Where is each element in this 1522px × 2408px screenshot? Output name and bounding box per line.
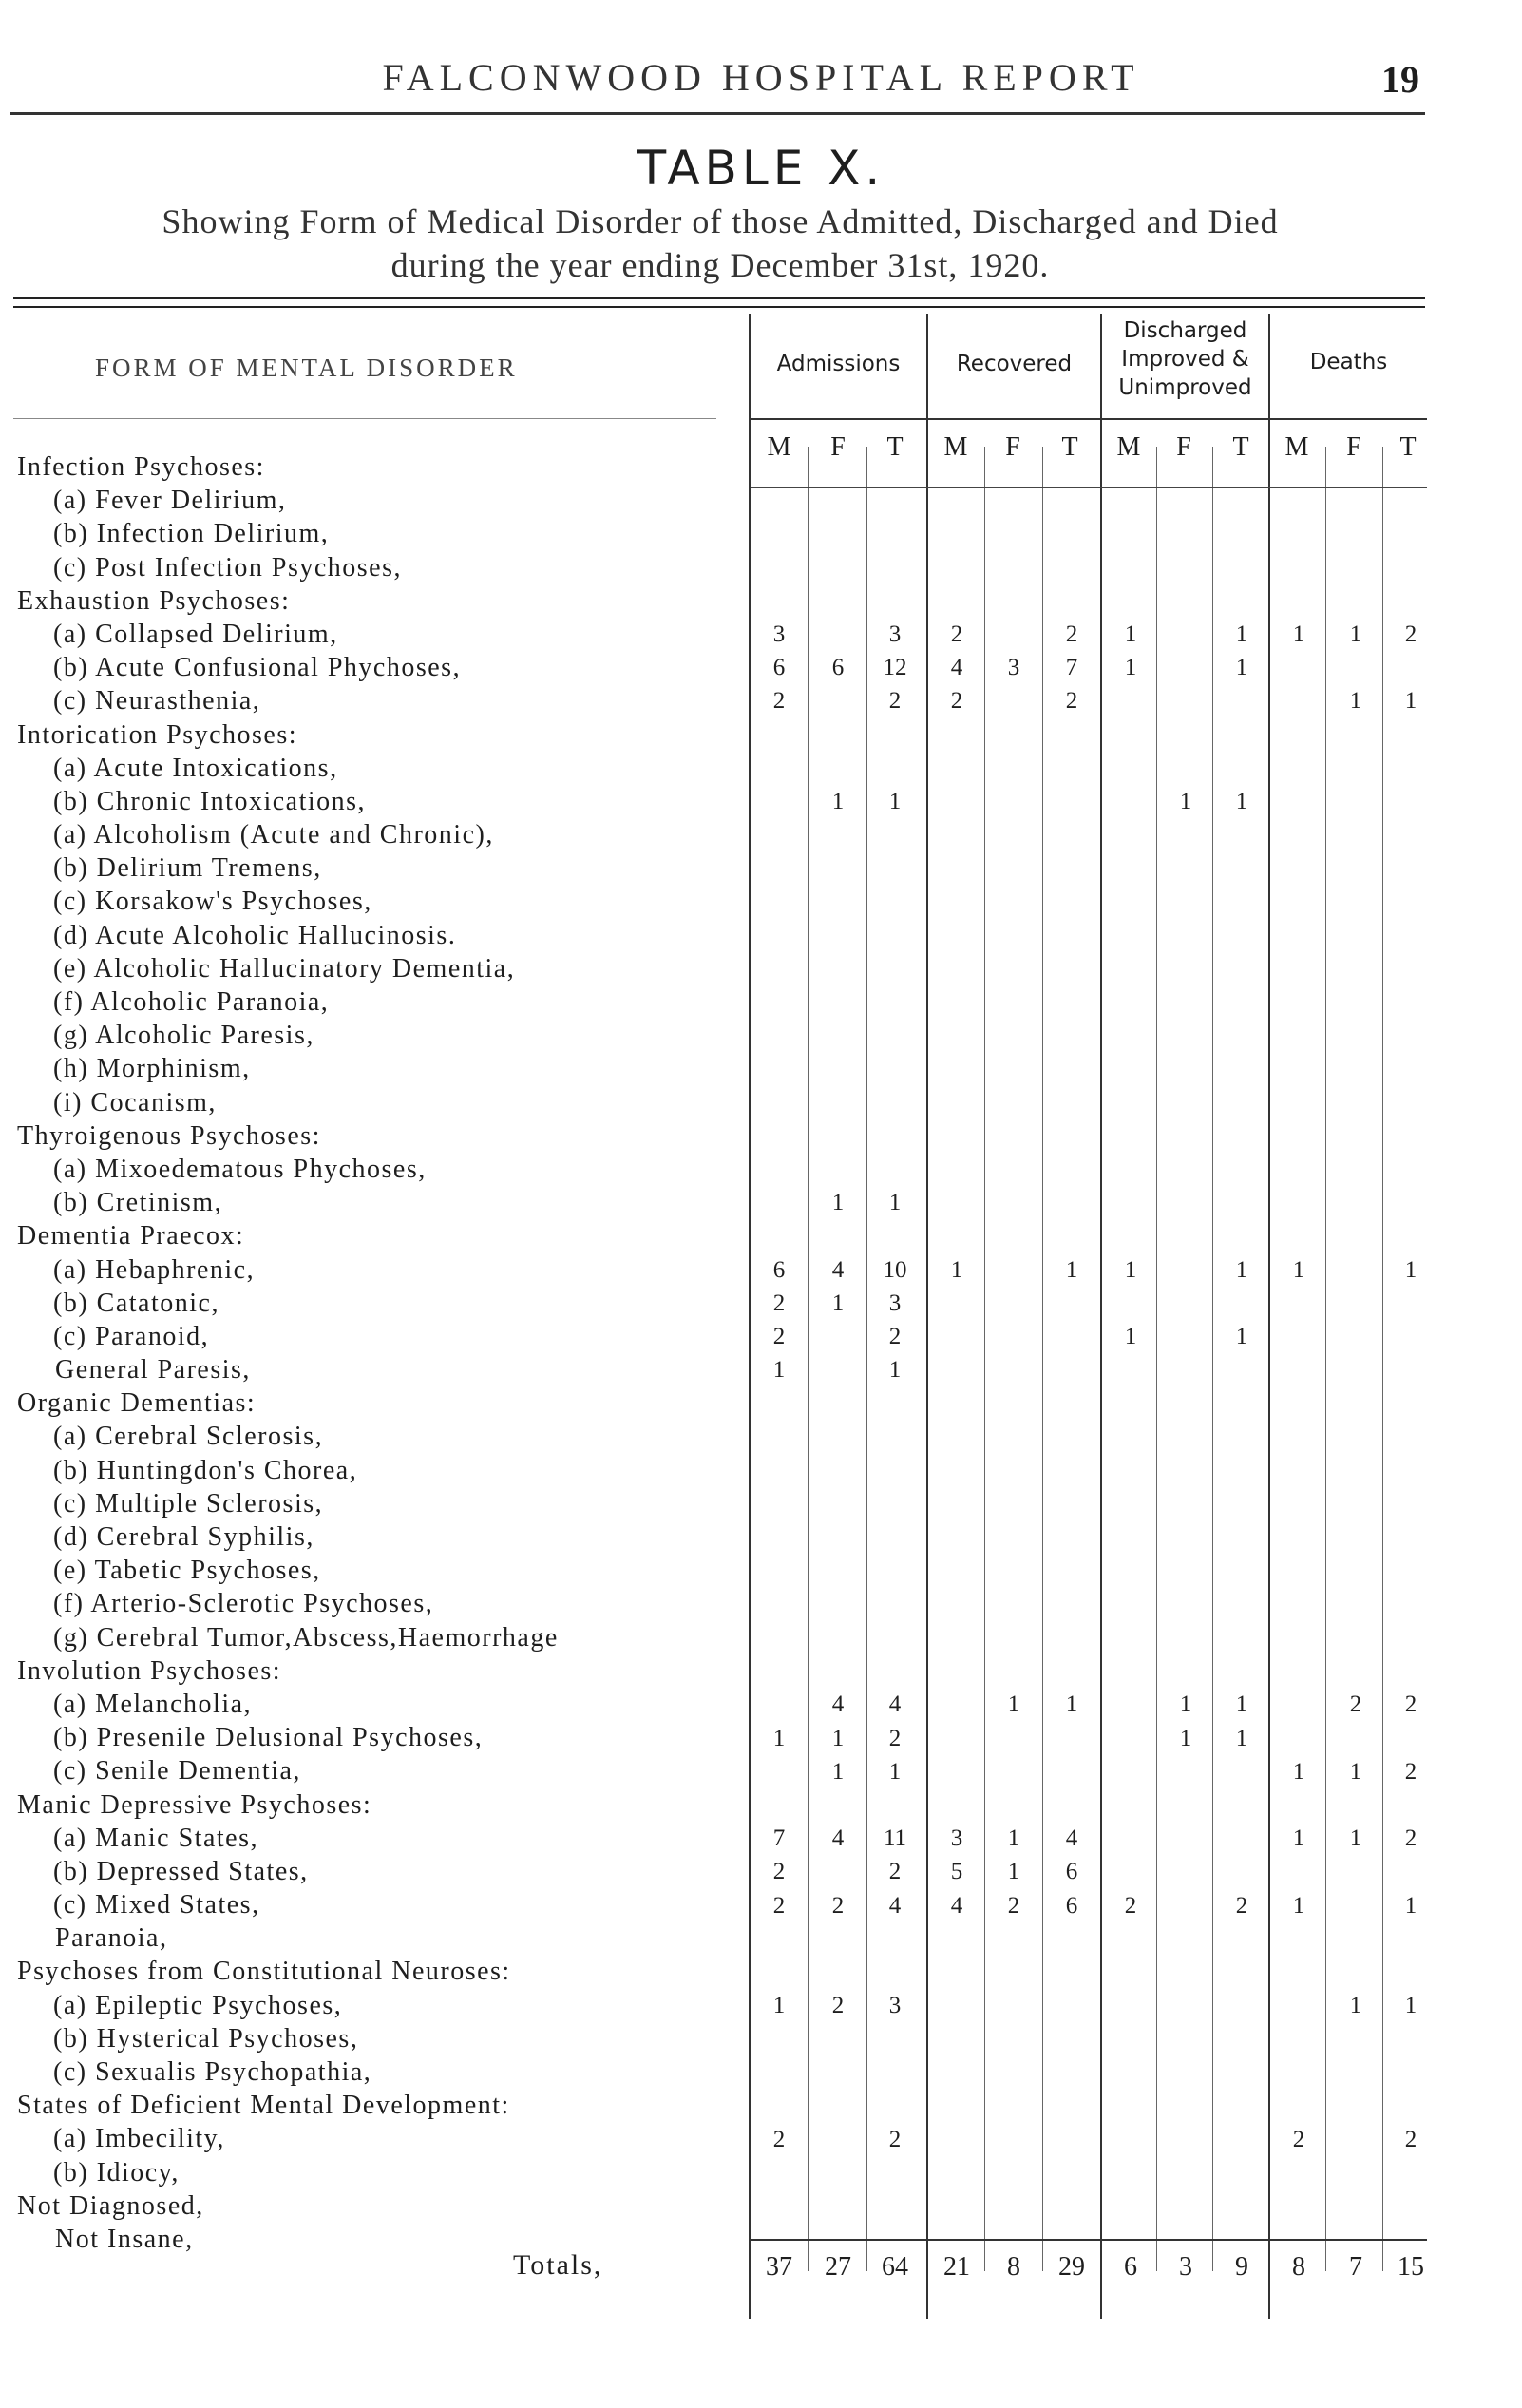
table-cell: 1 — [950, 1256, 963, 1283]
disorder-row-label: (c) Sexualis Psychopathia, — [53, 2057, 372, 2087]
header-rule — [10, 112, 1425, 115]
disorder-row-label: (a) Melancholia, — [53, 1689, 253, 1719]
disorder-row-label: (b) Presenile Delusional Psychoses, — [53, 1723, 484, 1753]
form-of-disorder-heading: FORM OF MENTAL DISORDER — [95, 354, 518, 382]
table-cell: 2 — [1065, 688, 1078, 715]
disorder-row-label: (e) Tabetic Psychoses, — [53, 1556, 321, 1586]
table-cell: 2 — [1065, 621, 1078, 647]
form-header-rule — [13, 418, 716, 419]
disorder-row-label: (i) Cocanism, — [53, 1087, 217, 1118]
table-cell: 1 — [1124, 621, 1137, 647]
table-cell: 2 — [772, 1859, 786, 1885]
disorder-row-label: (g) Cerebral Tumor,Abscess,Haemorrhage — [53, 1622, 559, 1653]
table-cell: 1 — [1404, 688, 1417, 715]
recovered-f-heading: F — [1005, 432, 1020, 462]
table-cell: 1 — [888, 1357, 902, 1384]
table-cell: 2 — [772, 2127, 786, 2152]
disorder-row-label: (a) Hebaphrenic, — [53, 1254, 256, 1285]
totals-label: Totals, — [513, 2249, 603, 2281]
disorder-row-label: (a) Mixoedematous Phychoses, — [53, 1154, 427, 1184]
running-title: FALCONWOOD HOSPITAL REPORT — [382, 56, 1140, 99]
table-cell: 1 — [1065, 1256, 1078, 1283]
group-header-rule — [751, 418, 926, 420]
disorder-row-label: Involution Psychoses: — [17, 1655, 282, 1686]
disorder-row-label: (d) Cerebral Syphilis, — [53, 1522, 314, 1552]
recovered-t-heading: T — [1061, 432, 1078, 462]
table-cell: 1 — [1007, 1859, 1020, 1885]
table-cell: 2 — [1007, 1892, 1020, 1919]
table-cell: 1 — [1349, 688, 1362, 715]
table-cell: 1 — [831, 1190, 845, 1216]
disorder-row-label: (a) Fever Delirium, — [53, 486, 287, 516]
table-cell: 1 — [1349, 1758, 1362, 1785]
table-cell: 4 — [888, 1691, 902, 1718]
table-cell: 1 — [1124, 655, 1137, 681]
table-cell: 6 — [1065, 1892, 1078, 1919]
table-cell: 1 — [1292, 1758, 1305, 1785]
table-title: TABLE X. — [637, 141, 885, 196]
table-cell: 5 — [950, 1859, 963, 1885]
table-cell: 1 — [831, 1725, 845, 1751]
table-cell: 1 — [1235, 1691, 1248, 1718]
discharged-heading-line-3: Unimproved — [1118, 375, 1252, 400]
disorder-row-label: Intorication Psychoses: — [17, 719, 298, 750]
total-cell: 9 — [1235, 2252, 1248, 2282]
table-cell: 1 — [888, 789, 902, 814]
table-cell: 1 — [1292, 621, 1305, 647]
disorder-row-label: (h) Morphinism, — [53, 1054, 251, 1084]
disorder-row-label: States of Deficient Mental Development: — [17, 2091, 510, 2121]
disorder-row-label: (b) Catatonic, — [53, 1288, 219, 1318]
disorder-row-label: (b) Hysterical Psychoses, — [53, 2023, 359, 2054]
total-cell: 64 — [882, 2252, 908, 2282]
disorder-row-label: (c) Korsakow's Psychoses, — [53, 887, 372, 917]
disorder-row-label: (g) Alcoholic Paresis, — [53, 1021, 314, 1051]
deaths-f-heading: F — [1346, 432, 1361, 462]
table-cell: 1 — [772, 1725, 786, 1751]
table-cell: 1 — [772, 1357, 786, 1384]
subcolumn-divider — [984, 447, 985, 2271]
table-cell: 1 — [1292, 1892, 1305, 1919]
disorder-row-label: General Paresis, — [55, 1355, 251, 1386]
table-cell: 6 — [1065, 1859, 1078, 1885]
table-cell: 3 — [772, 621, 786, 647]
disorder-row-label: (c) Mixed States, — [53, 1890, 260, 1921]
table-cell: 2 — [831, 1993, 845, 2019]
disorder-row-label: (b) Cretinism, — [53, 1188, 223, 1218]
subcolumn-divider — [808, 447, 809, 2271]
table-cell: 1 — [831, 1758, 845, 1785]
table-cell: 2 — [950, 621, 963, 647]
disorder-row-label: Paranoia, — [55, 1923, 168, 1954]
table-cell: 2 — [1404, 621, 1417, 647]
table-cell: 2 — [1349, 1691, 1362, 1718]
disorder-row-label: Infection Psychoses: — [17, 452, 265, 482]
table-cell: 2 — [772, 1290, 786, 1316]
disorder-row-label: Thyroigenous Psychoses: — [17, 1120, 321, 1151]
disorder-row-label: (c) Neurasthenia, — [53, 686, 261, 717]
total-cell: 27 — [825, 2252, 851, 2282]
subcolumn-divider — [1042, 447, 1043, 2271]
disorder-row-label: (a) Acute Intoxications, — [53, 753, 338, 783]
subheader-rule — [751, 487, 1427, 488]
deaths-heading: Deaths — [1309, 350, 1388, 374]
disorder-row-label: (b) Huntingdon's Chorea, — [53, 1455, 358, 1485]
disorder-row-label: (b) Delirium Tremens, — [53, 853, 322, 884]
table-cell: 2 — [888, 688, 902, 715]
table-cell: 12 — [883, 655, 907, 681]
disorder-row-label: (b) Chronic Intoxications, — [53, 786, 367, 816]
table-cell: 1 — [1179, 1691, 1192, 1718]
disorder-row-label: (a) Epileptic Psychoses, — [53, 1990, 343, 2020]
discharged-heading — [1102, 316, 1268, 402]
table-cell: 3 — [888, 1290, 902, 1316]
disorder-row-label: Exhaustion Psychoses: — [17, 585, 291, 616]
disorder-row-label: (c) Multiple Sclerosis, — [53, 1488, 324, 1519]
table-cell: 2 — [1235, 1892, 1248, 1919]
table-cell: 2 — [1404, 1758, 1417, 1785]
table-cell: 2 — [950, 688, 963, 715]
table-cell: 2 — [888, 1859, 902, 1885]
table-cell: 1 — [1404, 1892, 1417, 1919]
table-subtitle — [8, 200, 1433, 287]
table-cell: 11 — [883, 1825, 907, 1852]
total-cell: 8 — [1007, 2252, 1020, 2282]
table-cell: 1 — [1349, 1825, 1362, 1852]
admissions-m-heading: M — [767, 432, 791, 462]
table-cell: 3 — [1007, 655, 1020, 681]
table-cell: 2 — [772, 1892, 786, 1919]
group-header-rule — [1102, 418, 1268, 420]
group-header-rule — [1270, 418, 1427, 420]
table-cell: 2 — [1404, 1691, 1417, 1718]
table-cell: 1 — [1235, 1324, 1248, 1350]
table-cell: 4 — [831, 1256, 845, 1283]
table-cell: 4 — [831, 1825, 845, 1852]
table-cell: 6 — [772, 1256, 786, 1283]
totals-rule — [751, 2239, 1427, 2241]
discharged-heading-line-1: Discharged — [1123, 318, 1247, 343]
disorder-row-label: (a) Manic States, — [53, 1823, 258, 1853]
table-cell: 3 — [950, 1825, 963, 1852]
table-top-rule — [13, 297, 1425, 299]
table-cell: 1 — [1292, 1256, 1305, 1283]
group-header-rule — [928, 418, 1100, 420]
subcolumn-divider — [1325, 447, 1326, 2271]
page-number: 19 — [1381, 58, 1419, 101]
total-cell: 37 — [766, 2252, 792, 2282]
discharged-heading-line-2: Improved & — [1121, 347, 1249, 372]
disorder-row-label: (a) Cerebral Sclerosis, — [53, 1422, 324, 1452]
table-cell: 3 — [888, 621, 902, 647]
disorder-row-label: (d) Acute Alcoholic Hallucinosis. — [53, 920, 457, 950]
disorder-row-label: (a) Collapsed Delirium, — [53, 619, 338, 649]
column-divider — [926, 314, 928, 2319]
table-cell: 2 — [831, 1892, 845, 1919]
disorder-row-label: Organic Dementias: — [17, 1388, 257, 1419]
discharged-m-heading: M — [1116, 432, 1141, 462]
table-cell: 1 — [1235, 789, 1248, 814]
table-cell: 2 — [1404, 2127, 1417, 2152]
table-cell: 1 — [888, 1190, 902, 1216]
table-cell: 1 — [1349, 1993, 1362, 2019]
disorder-row-label: (b) Idiocy, — [53, 2157, 180, 2188]
disorder-row-label: Psychoses from Constitutional Neuroses: — [17, 1957, 511, 1987]
disorder-row-label: Not Insane, — [55, 2224, 194, 2254]
table-cell: 2 — [888, 1324, 902, 1350]
table-cell: 1 — [1292, 1825, 1305, 1852]
disorder-row-label: (c) Paranoid, — [53, 1321, 210, 1351]
table-cell: 1 — [772, 1993, 786, 2019]
total-cell: 21 — [943, 2252, 970, 2282]
discharged-f-heading: F — [1176, 432, 1191, 462]
recovered-m-heading: M — [943, 432, 968, 462]
table-cell: 2 — [772, 1324, 786, 1350]
table-cell: 1 — [1007, 1691, 1020, 1718]
table-cell: 4 — [888, 1892, 902, 1919]
table-cell: 4 — [1065, 1825, 1078, 1852]
table-cell: 6 — [831, 655, 845, 681]
total-cell: 7 — [1349, 2252, 1362, 2282]
table-cell: 4 — [831, 1691, 845, 1718]
admissions-heading: Admissions — [776, 352, 901, 376]
table-cell: 1 — [1124, 1256, 1137, 1283]
disorder-row-label: (f) Arterio-Sclerotic Psychoses, — [53, 1589, 434, 1619]
table-cell: 7 — [1065, 655, 1078, 681]
table-cell: 1 — [1179, 789, 1192, 814]
table-cell: 7 — [772, 1825, 786, 1852]
table-cell: 1 — [1235, 1256, 1248, 1283]
column-divider — [1100, 314, 1102, 2319]
disorder-row-label: (b) Acute Confusional Phychoses, — [53, 653, 462, 683]
deaths-t-heading: T — [1399, 432, 1417, 462]
disorder-row-label: (b) Infection Delirium, — [53, 519, 330, 549]
table-cell: 1 — [1007, 1825, 1020, 1852]
table-cell: 3 — [888, 1993, 902, 2019]
table-cell: 1 — [831, 1290, 845, 1316]
table-cell: 1 — [1235, 621, 1248, 647]
disorder-row-label: (b) Depressed States, — [53, 1856, 309, 1886]
total-cell: 3 — [1179, 2252, 1192, 2282]
table-cell: 6 — [772, 655, 786, 681]
total-cell: 6 — [1124, 2252, 1137, 2282]
table-cell: 2 — [888, 1725, 902, 1751]
recovered-heading: Recovered — [956, 352, 1073, 376]
page-header — [0, 55, 1522, 112]
subcolumn-divider — [1212, 447, 1213, 2271]
table-cell: 1 — [1404, 1993, 1417, 2019]
column-divider — [1268, 314, 1270, 2319]
admissions-t-heading: T — [886, 432, 904, 462]
total-cell: 8 — [1292, 2252, 1305, 2282]
subtitle-line-1: Showing Form of Medical Disorder of those Admitted, Discharged and Died — [162, 202, 1279, 240]
disorder-row-label: (f) Alcoholic Paranoia, — [53, 987, 330, 1017]
disorder-row-label: (a) Imbecility, — [53, 2124, 225, 2154]
table-cell: 2 — [1124, 1892, 1137, 1919]
disorder-row-label: Manic Depressive Psychoses: — [17, 1789, 372, 1820]
disorder-row-label: (c) Post Infection Psychoses, — [53, 552, 403, 583]
table-cell: 2 — [888, 2127, 902, 2152]
table-cell: 4 — [950, 655, 963, 681]
table-cell: 1 — [1404, 1256, 1417, 1283]
table-cell: 1 — [888, 1758, 902, 1785]
total-cell: 15 — [1398, 2252, 1424, 2282]
disorder-row-label: Not Diagnosed, — [17, 2190, 204, 2221]
disorder-row-label: Dementia Praecox: — [17, 1221, 245, 1252]
table-cell: 2 — [772, 688, 786, 715]
table-cell: 1 — [831, 789, 845, 814]
subcolumn-divider — [1156, 447, 1157, 2271]
disorder-row-label: (c) Senile Dementia, — [53, 1756, 301, 1787]
table-cell: 1 — [1124, 1324, 1137, 1350]
table-cell: 1 — [1179, 1725, 1192, 1751]
disorder-row-label: (e) Alcoholic Hallucinatory Dementia, — [53, 953, 516, 984]
discharged-t-heading: T — [1232, 432, 1249, 462]
table-cell: 1 — [1235, 1725, 1248, 1751]
disorder-row-label: (a) Alcoholism (Acute and Chronic), — [53, 820, 494, 850]
table-top-rule-2 — [13, 306, 1425, 308]
subtitle-line-2: during the year ending December 31st, 1920. — [390, 246, 1050, 284]
total-cell: 29 — [1058, 2252, 1085, 2282]
table-cell: 2 — [1404, 1825, 1417, 1852]
table-cell: 1 — [1235, 655, 1248, 681]
table-cell: 2 — [1292, 2127, 1305, 2152]
table-cell: 4 — [950, 1892, 963, 1919]
table-cell: 10 — [883, 1256, 907, 1283]
deaths-m-heading: M — [1284, 432, 1309, 462]
admissions-f-heading: F — [830, 432, 846, 462]
disorder-rows — [17, 450, 559, 2256]
table-cell: 1 — [1349, 621, 1362, 647]
table-cell: 1 — [1065, 1691, 1078, 1718]
